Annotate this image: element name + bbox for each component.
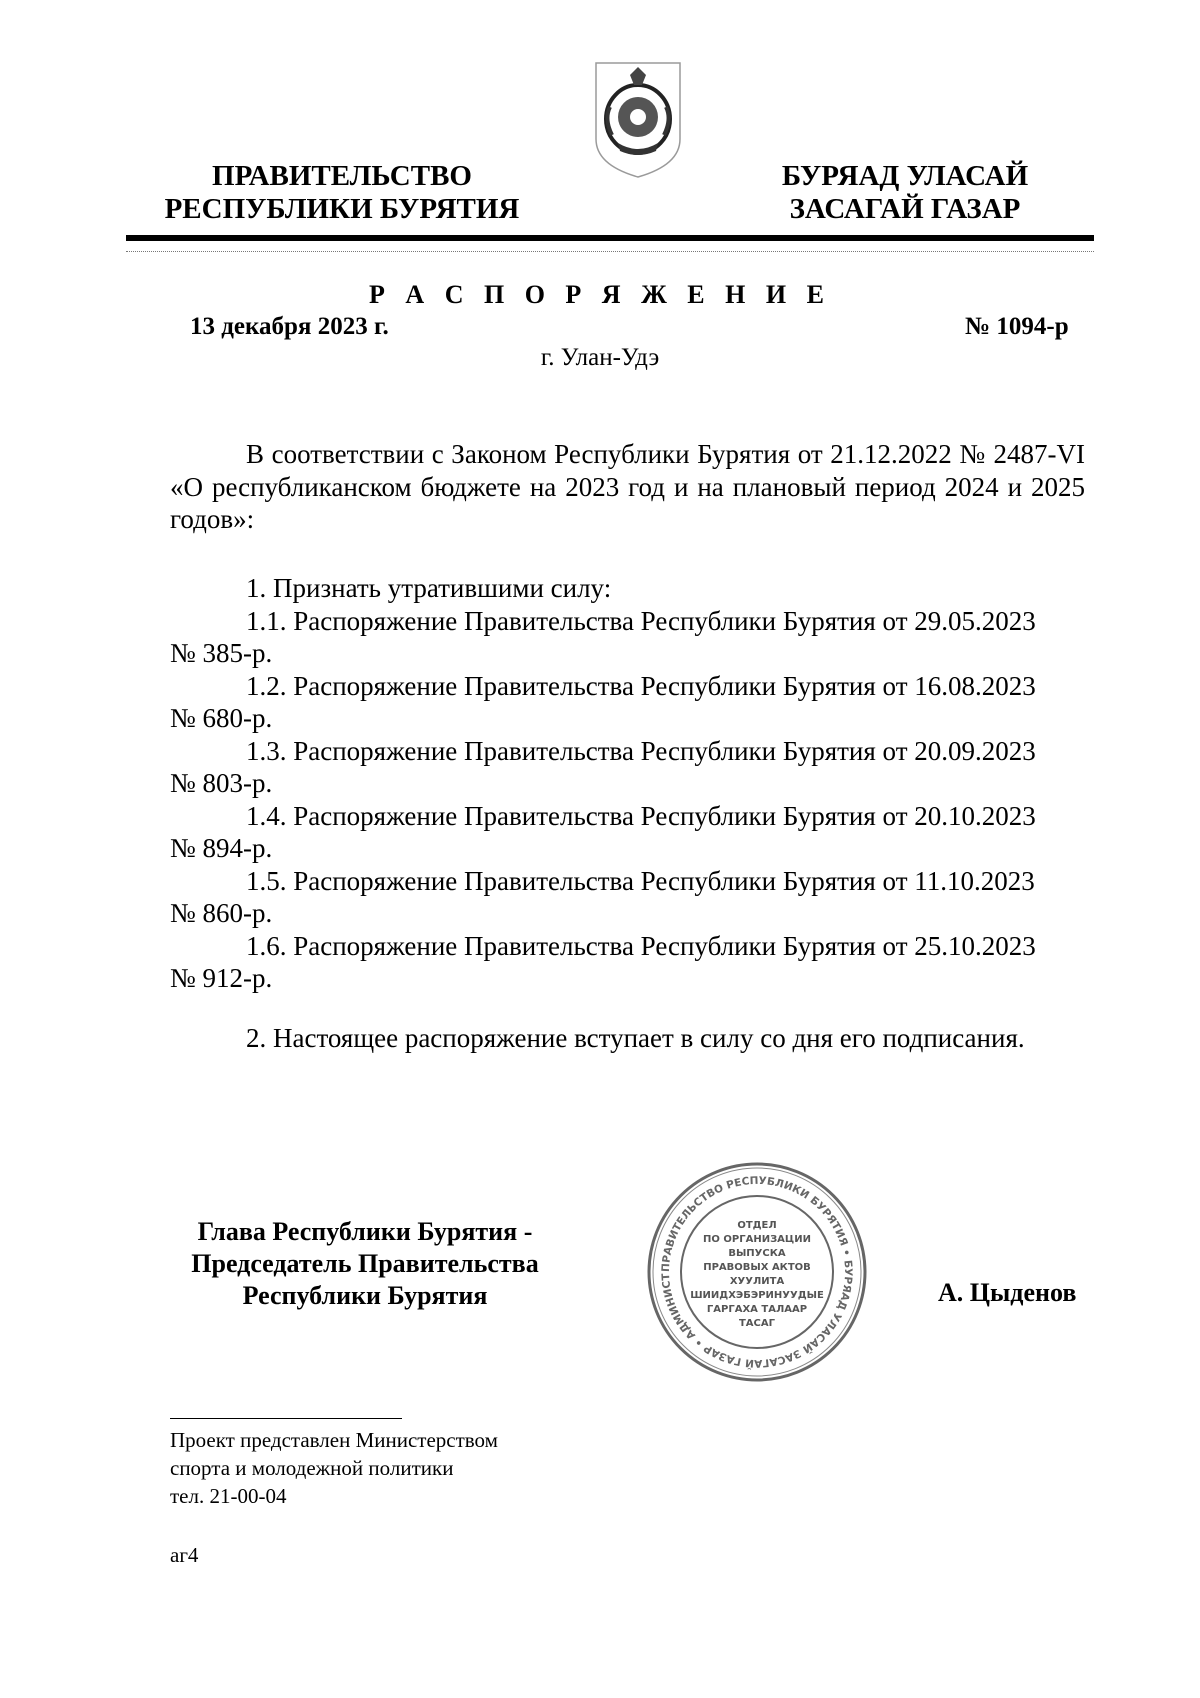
footnote-line2: спорта и молодежной политики (170, 1456, 454, 1480)
subitem-1-6 (170, 930, 1085, 963)
subitem-text: 1.3. Распоряжение Правительства Республики Бурятия от 20.09.2023 (246, 735, 1036, 766)
subitem-text: 1.1. Распоряжение Правительства Республики Бурятия от 29.05.2023 (246, 605, 1036, 636)
official-seal-icon (645, 1160, 869, 1384)
item-2-block (170, 1022, 1085, 1055)
seal-line-3: ВЫПУСКА (728, 1248, 786, 1259)
header-right-line1: БУРЯАД УЛАСАЙ (781, 160, 1029, 192)
signatory-name: А. Цыденов (938, 1278, 1077, 1307)
item-1: 1. Признать утратившими силу: (246, 573, 612, 603)
header-left-line2: РЕСПУБЛИКИ БУРЯТИЯ (164, 193, 520, 225)
items-block (170, 572, 1085, 995)
seal-line-7: ГАРГАХА ТАЛААР (706, 1304, 808, 1315)
footnote-line1: Проект представлен Министерством (170, 1428, 498, 1452)
subitem-1-5 (170, 865, 1085, 898)
item-2: 2. Настоящее распоряжение вступает в силу со дня его подписания. (246, 1023, 1025, 1053)
document-city: г. Улан-Удэ (540, 344, 660, 371)
header-divider-thick (126, 235, 1094, 241)
subitem-1-1 (170, 605, 1085, 638)
footnote (170, 1426, 498, 1510)
signatory-title-line3: Республики Бурятия (242, 1281, 488, 1310)
footnote-line3: тел. 21-00-04 (170, 1484, 287, 1508)
subitem-1-2 (170, 670, 1085, 703)
document-title: Р А С П О Р Я Ж Е Н И Е (369, 280, 831, 309)
signatory-title-line1: Глава Республики Бурятия - (197, 1217, 533, 1246)
header-right (740, 160, 1070, 226)
intro-paragraph-block (170, 438, 1085, 536)
seal-line-4: ПРАВОВЫХ АКТОВ (703, 1262, 811, 1273)
subitem-1-1-number: № 385-р. (170, 638, 273, 668)
seal-line-2: ПО ОРГАНИЗАЦИИ (703, 1234, 811, 1245)
header-divider-thin (126, 251, 1094, 253)
seal-ring-text: ПРАВИТЕЛЬСТВО РЕСПУБЛИКИ БУРЯТИЯ • БУРЯАД УЛАСАЙ ЗАСАГАЙ ГАЗАР • АДМИНИСТ (659, 1174, 855, 1370)
header-left-line1: ПРАВИТЕЛЬСТВО (212, 160, 472, 192)
subitem-1-2-number: № 680-р. (170, 703, 273, 733)
subitem-text: 1.6. Распоряжение Правительства Республики Бурятия от 25.10.2023 (246, 930, 1036, 961)
footnote-rule (170, 1418, 402, 1419)
signatory-title-line2: Председатель Правительства (191, 1249, 539, 1278)
document-date: 13 декабря 2023 г. (190, 313, 389, 340)
subitem-1-4-number: № 894-р. (170, 833, 273, 863)
subitem-1-6-number: № 912-р. (170, 963, 273, 993)
subitem-1-3-number: № 803-р. (170, 768, 273, 798)
seal-line-6: ШИИДХЭБЭРИНУУДЫЕ (690, 1290, 824, 1301)
subitem-1-3 (170, 735, 1085, 768)
document-number: № 1094-р (965, 313, 1069, 340)
signatory-title (170, 1216, 560, 1312)
subitem-text: 1.4. Распоряжение Правительства Республики Бурятия от 20.10.2023 (246, 800, 1036, 831)
seal-line-1: ОТДЕЛ (737, 1220, 777, 1231)
subitem-text: 1.2. Распоряжение Правительства Республики Бурятия от 16.08.2023 (246, 670, 1036, 701)
subitem-1-5-number: № 860-р. (170, 898, 273, 928)
intro-paragraph: В соответствии с Законом Республики Бурятия от 21.12.2022 № 2487-VI «О республиканском бюджете на 2023 год и на плановый период 2024 и 2025 годов»: (170, 439, 1085, 534)
seal-line-5: ХУУЛИТА (729, 1276, 785, 1287)
document-code: аг4 (170, 1543, 199, 1567)
subitem-text: 1.5. Распоряжение Правительства Республики Бурятия от 11.10.2023 (246, 865, 1035, 896)
header-left (152, 160, 532, 226)
subitem-1-4 (170, 800, 1085, 833)
coat-of-arms-icon (590, 55, 686, 181)
seal-line-8: ТАСАГ (738, 1318, 776, 1329)
header-right-line2: ЗАСАГАЙ ГАЗАР (789, 193, 1021, 225)
